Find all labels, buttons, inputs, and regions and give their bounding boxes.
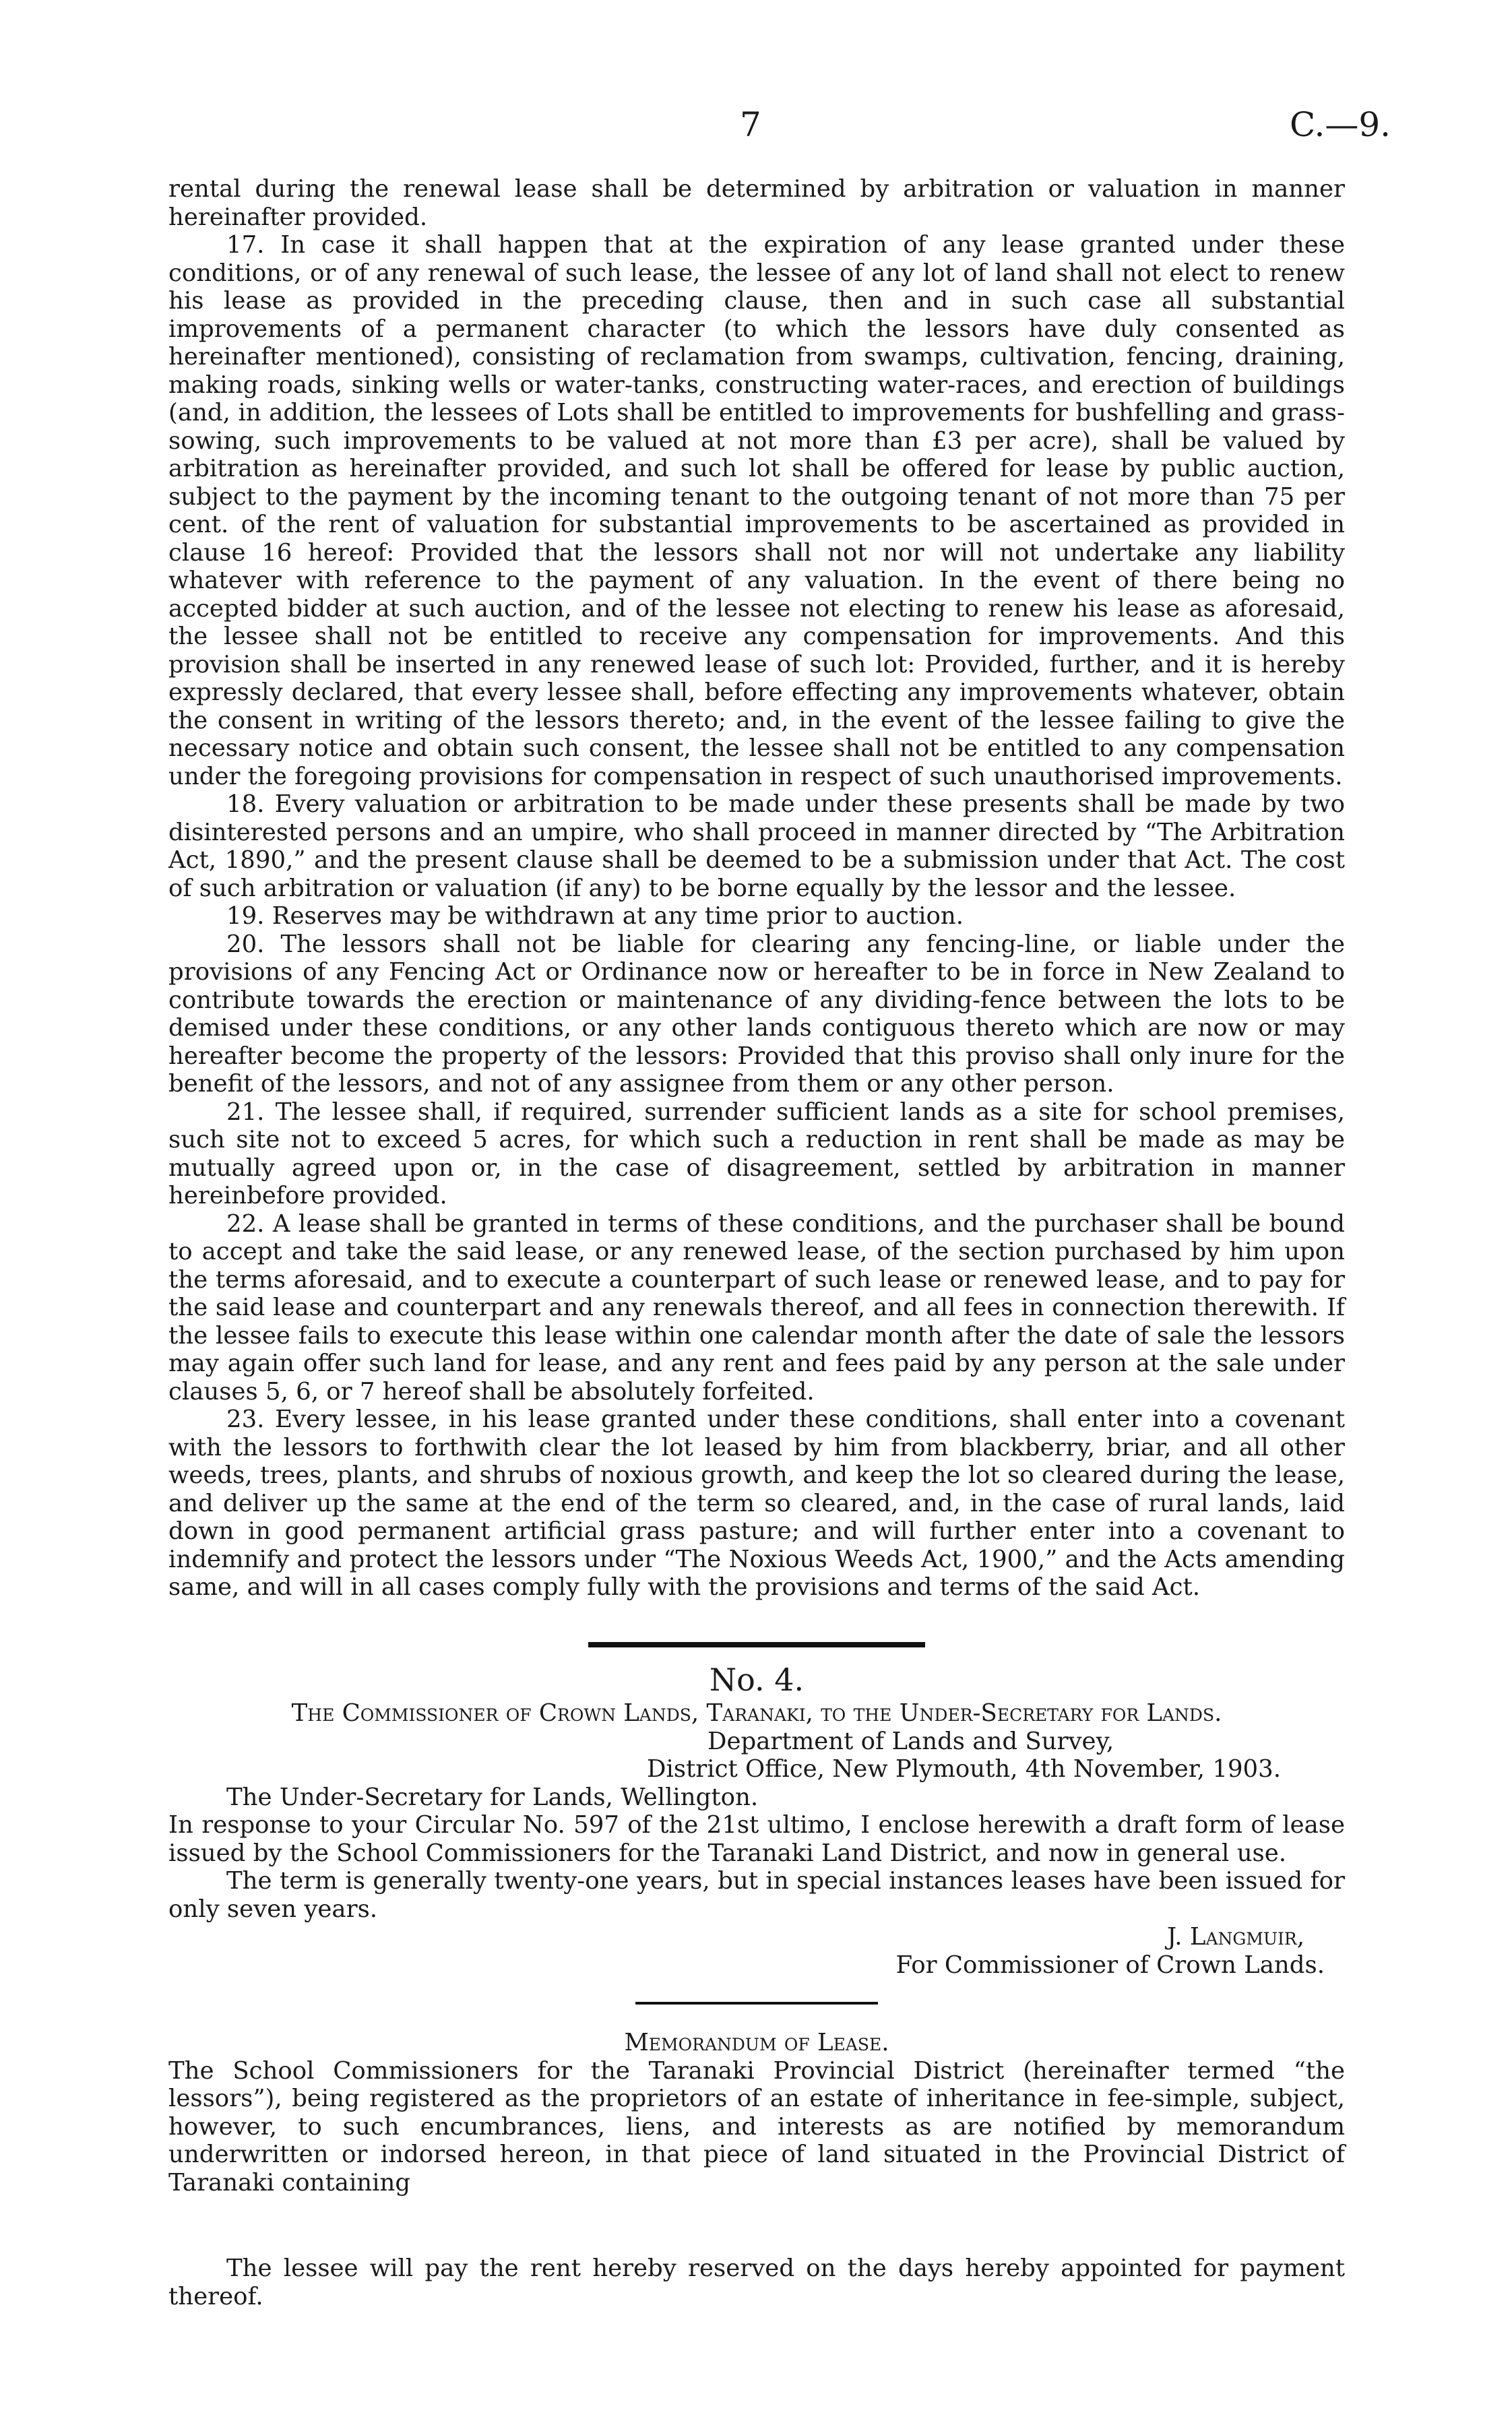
letter-recipient: The Under-Secretary for Lands, Wellington.: [226, 1783, 759, 1811]
memorandum-paragraph-1: The School Commissioners for the Taranaki Provincial District (hereinafter termed “the lessors”), being registered as the proprietors of an estate of inheritance in fee-simple, subject, however, to such encumbrances, liens, and interests as are notified by memorandum underwritten or indorsed hereon, in that piece of land situated in the Provincial District of Taranaki containing: [168, 2056, 1345, 2197]
letter-number: No. 4.: [709, 1661, 805, 1698]
letter-signatory: J. Langmuir,: [1166, 1923, 1304, 1951]
letter-title: The Commissioner of Crown Lands, Taranaki, to the Under-Secretary for Lands.: [291, 1699, 1222, 1727]
clause-20: 20. The lessors shall not be liable for clearing any fencing-line, or liable under the provisions of any Fencing Act or Ordinance now or hereafter to be in force in New Zealand to contribute towards the erection or maintenance of any dividing-fence between the lots to be demised under these conditions, or any other lands contiguous thereto which are now or may hereafter become the property of the lessors: Provided that this proviso shall only inure for the benefit of the lessors, and not of any assignee from them or any other person.: [168, 930, 1345, 1098]
page-header: [0, 105, 1512, 146]
clause-17: 17. In case it shall happen that at the expiration of any lease granted under these conditions, or of any renewal of such lease, the lessee of any lot of land shall not elect to renew his lease as provided in the preceding clause, then and in such case all substantial improvements of a permanent character (to which the lessors have duly consented as hereinafter mentioned), consisting of reclamation from swamps, cultivation, fencing, draining, making roads, sinking wells or water-tanks, constructing water-races, and erection of buildings (and, in addition, the lessees of Lots shall be entitled to improvements for bushfelling and grass-sowing, such improvements to be valued at not more than £3 per acre), shall be valued by arbitration as hereinafter provided, and such lot shall be offered for lease by public auction, subject to the payment by the incoming tenant to the outgoing tenant of not more than 75 per cent. of the rent of valuation for substantial improvements to be ascertained as provided in clause 16 hereof: Provided that the lessors shall not nor will not undertake any liability whatever with reference to the payment of any valuation. In the event of there being no accepted bidder at such auction, and of the lessee not electing to renew his lease as aforesaid, the lessee shall not be entitled to receive any compensation for improvements. And this provision shall be inserted in any renewed lease of such lot: Provided, further, and it is hereby expressly declared, that every lessee shall, before effecting any improvements whatever, obtain the consent in writing of the lessors thereto; and, in the event of the lessee failing to give the necessary notice and obtain such consent, the lessee shall not be entitled to any compensation under the foregoing provisions for compensation in respect of such unauthorised improvements.: [168, 231, 1345, 790]
document-body: [168, 175, 1345, 2310]
clause-16-continuation: rental during the renewal lease shall be determined by arbitration or valuation in manner hereinafter provided.: [168, 175, 1345, 231]
clause-22: 22. A lease shall be granted in terms of these conditions, and the purchaser shall be bound to accept and take the said lease, or any renewed lease, of the section purchased by him upon the terms aforesaid, and to execute a counterpart of such lease or renewed lease, and to pay for the said lease and counterpart and any renewals thereof, and all fees in connection therewith. If the lessee fails to execute this lease within one calendar month after the date of sale the lessors may again offer such land for lease, and any rent and fees paid by any person at the sale under clauses 5, 6, or 7 hereof shall be absolutely forfeited.: [168, 1209, 1345, 1406]
letter-address-line-1: Department of Lands and Survey,: [707, 1727, 1114, 1755]
letter-signatory-title: For Commissioner of Crown Lands.: [895, 1951, 1325, 1979]
section-divider: [588, 1642, 925, 1647]
memorandum-paragraph-2: The lessee will pay the rent hereby reserved on the days hereby appointed for payment thereof.: [168, 2255, 1345, 2310]
letter-paragraph-2: The term is generally twenty-one years, but in special instances leases have been issued for only seven years.: [168, 1867, 1345, 1923]
memorandum-title: Memorandum of Lease.: [624, 2029, 889, 2056]
page-number: 7: [740, 105, 761, 144]
clause-23: 23. Every lessee, in his lease granted under these conditions, shall enter into a covenant with the lessors to forthwith clear the lot leased by him from blackberry, briar, and all other weeds, trees, plants, and shrubs of noxious growth, and keep the lot so cleared during the lease, and deliver up the same at the end of the term so cleared, and, in the case of rural lands, laid down in good permanent artificial grass pasture; and will further enter into a covenant to indemnify and protect the lessors under “The Noxious Weeds Act, 1900,” and the Acts amending same, and will in all cases comply fully with the provisions and terms of the said Act.: [168, 1406, 1345, 1601]
clause-19: 19. Reserves may be withdrawn at any time prior to auction.: [226, 902, 964, 930]
letter-paragraph-1: In response to your Circular No. 597 of the 21st ultimo, I enclose herewith a draft form of lease issued by the School Commissioners for the Taranaki Land District, and now in general use.: [168, 1811, 1345, 1867]
clause-18: 18. Every valuation or arbitration to be made under these presents shall be made by two disinterested persons and an umpire, who shall proceed in manner directed by “The Arbitration Act, 1890,” and the present clause shall be deemed to be a submission under that Act. The cost of such arbitration or valuation (if any) to be borne equally by the lessor and the lessee.: [168, 790, 1345, 902]
letter-address-line-2: District Office, New Plymouth, 4th November, 1903.: [647, 1755, 1281, 1783]
report-reference: C.—9.: [1290, 105, 1391, 144]
memorandum-divider: [635, 2002, 878, 2005]
clause-21: 21. The lessee shall, if required, surrender sufficient lands as a site for school premises, such site not to exceed 5 acres, for which such a reduction in rent shall be made as may be mutually agreed upon or, in the case of disagreement, settled by arbitration in manner hereinbefore provided.: [168, 1098, 1345, 1209]
